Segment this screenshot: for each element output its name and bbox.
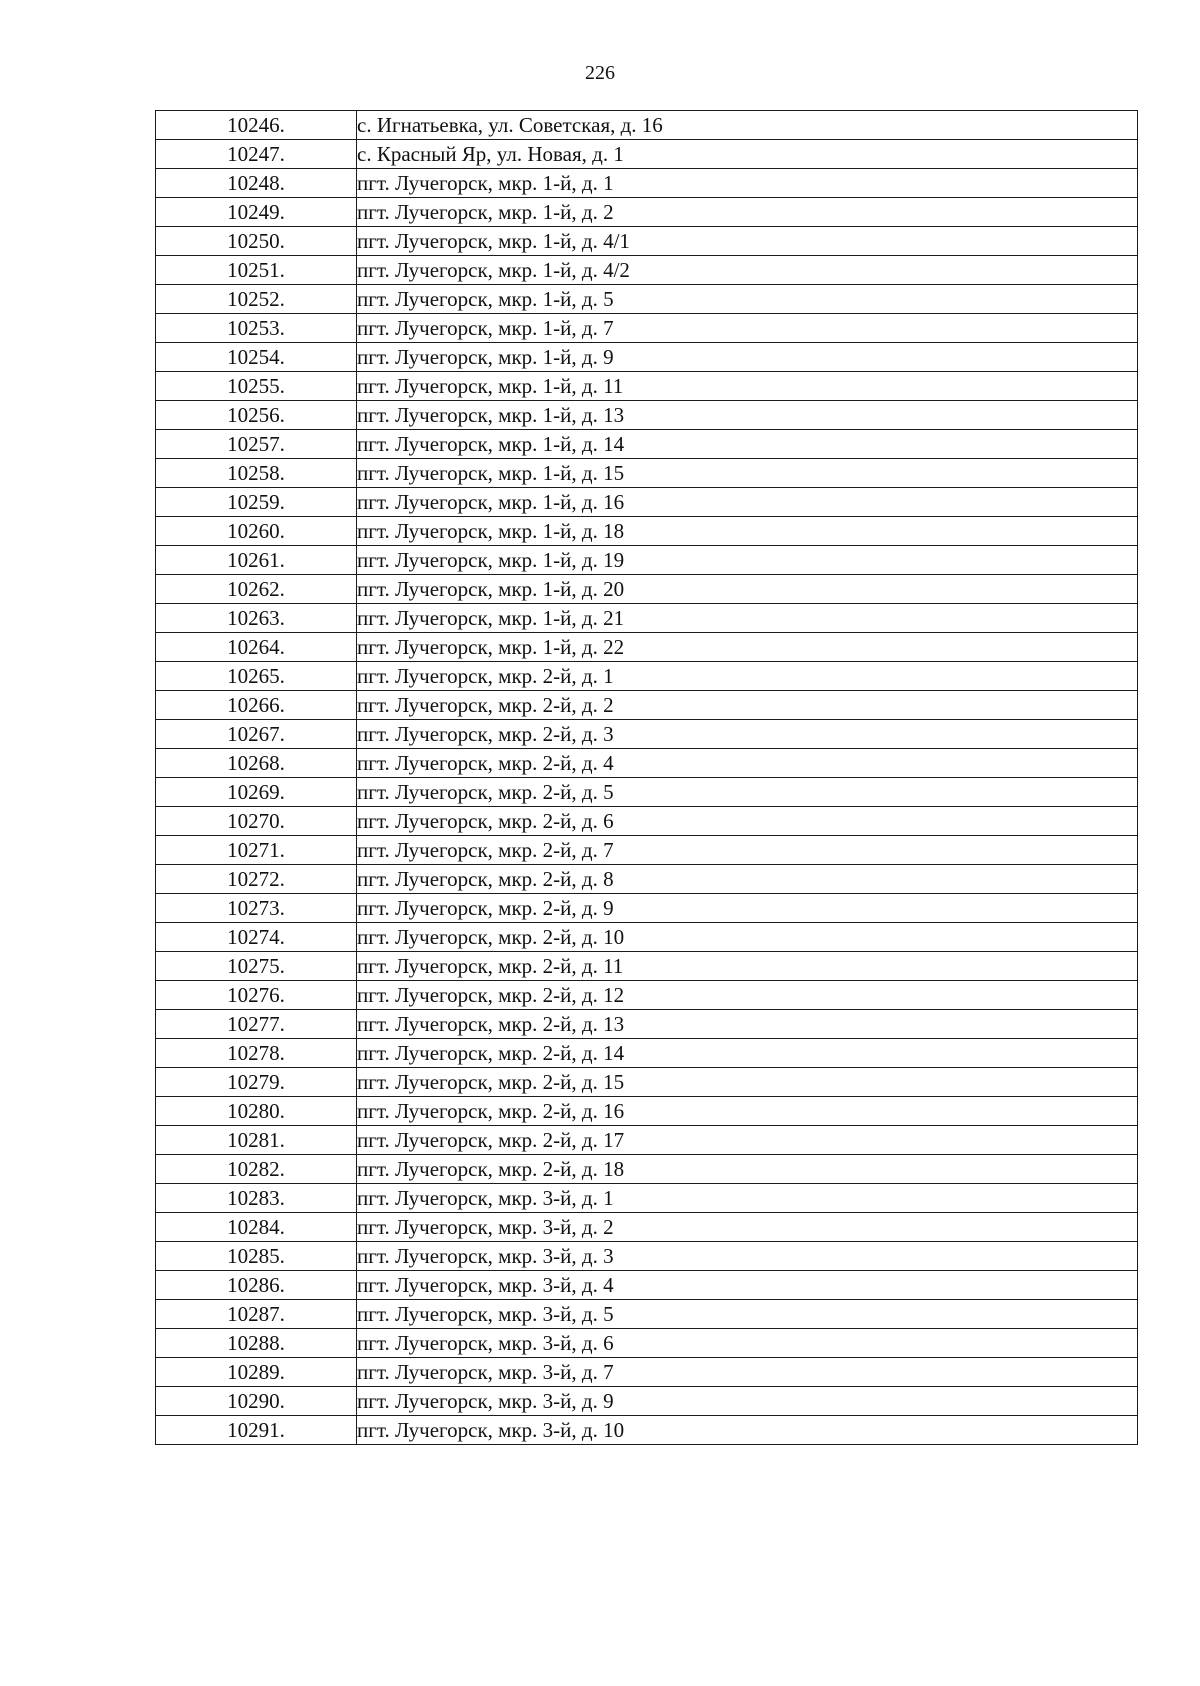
table-row xyxy=(156,517,1138,546)
table-row xyxy=(156,198,1138,227)
row-address: пгт. Лучегорск, мкр. 2-й, д. 13 xyxy=(357,1010,1138,1039)
table-row xyxy=(156,575,1138,604)
row-address: пгт. Лучегорск, мкр. 1-й, д. 20 xyxy=(357,575,1138,604)
row-number: 10256. xyxy=(156,401,357,430)
table-row xyxy=(156,1271,1138,1300)
table-row xyxy=(156,1387,1138,1416)
row-address: пгт. Лучегорск, мкр. 3-й, д. 5 xyxy=(357,1300,1138,1329)
row-address: пгт. Лучегорск, мкр. 1-й, д. 11 xyxy=(357,372,1138,401)
table-row xyxy=(156,430,1138,459)
row-number: 10285. xyxy=(156,1242,357,1271)
table-row xyxy=(156,749,1138,778)
row-address: пгт. Лучегорск, мкр. 1-й, д. 22 xyxy=(357,633,1138,662)
table-row xyxy=(156,546,1138,575)
table-row xyxy=(156,1039,1138,1068)
row-address: пгт. Лучегорск, мкр. 1-й, д. 18 xyxy=(357,517,1138,546)
table-row xyxy=(156,343,1138,372)
row-number: 10261. xyxy=(156,546,357,575)
row-number: 10254. xyxy=(156,343,357,372)
row-number: 10249. xyxy=(156,198,357,227)
row-address: пгт. Лучегорск, мкр. 3-й, д. 4 xyxy=(357,1271,1138,1300)
table-row xyxy=(156,256,1138,285)
row-address: пгт. Лучегорск, мкр. 2-й, д. 3 xyxy=(357,720,1138,749)
row-address: пгт. Лучегорск, мкр. 2-й, д. 2 xyxy=(357,691,1138,720)
row-number: 10272. xyxy=(156,865,357,894)
row-address: пгт. Лучегорск, мкр. 2-й, д. 14 xyxy=(357,1039,1138,1068)
address-table xyxy=(155,110,1138,1445)
row-address: пгт. Лучегорск, мкр. 2-й, д. 5 xyxy=(357,778,1138,807)
row-number: 10268. xyxy=(156,749,357,778)
table-row xyxy=(156,720,1138,749)
row-address: с. Игнатьевка, ул. Советская, д. 16 xyxy=(357,111,1138,140)
row-address: пгт. Лучегорск, мкр. 3-й, д. 2 xyxy=(357,1213,1138,1242)
row-address: пгт. Лучегорск, мкр. 1-й, д. 15 xyxy=(357,459,1138,488)
row-number: 10264. xyxy=(156,633,357,662)
row-number: 10270. xyxy=(156,807,357,836)
row-number: 10284. xyxy=(156,1213,357,1242)
row-number: 10283. xyxy=(156,1184,357,1213)
table-row xyxy=(156,836,1138,865)
row-number: 10291. xyxy=(156,1416,357,1445)
row-number: 10280. xyxy=(156,1097,357,1126)
row-number: 10286. xyxy=(156,1271,357,1300)
row-address: пгт. Лучегорск, мкр. 1-й, д. 5 xyxy=(357,285,1138,314)
table-row xyxy=(156,952,1138,981)
row-address: пгт. Лучегорск, мкр. 2-й, д. 9 xyxy=(357,894,1138,923)
row-number: 10255. xyxy=(156,372,357,401)
row-address: пгт. Лучегорск, мкр. 2-й, д. 15 xyxy=(357,1068,1138,1097)
table-row xyxy=(156,401,1138,430)
table-row xyxy=(156,604,1138,633)
row-number: 10289. xyxy=(156,1358,357,1387)
row-address: пгт. Лучегорск, мкр. 2-й, д. 7 xyxy=(357,836,1138,865)
row-number: 10287. xyxy=(156,1300,357,1329)
row-number: 10253. xyxy=(156,314,357,343)
table-row xyxy=(156,1068,1138,1097)
row-address: пгт. Лучегорск, мкр. 2-й, д. 8 xyxy=(357,865,1138,894)
table-row xyxy=(156,314,1138,343)
row-address: пгт. Лучегорск, мкр. 1-й, д. 13 xyxy=(357,401,1138,430)
row-address: пгт. Лучегорск, мкр. 2-й, д. 1 xyxy=(357,662,1138,691)
table-row xyxy=(156,1126,1138,1155)
row-number: 10290. xyxy=(156,1387,357,1416)
table-row xyxy=(156,285,1138,314)
row-address: пгт. Лучегорск, мкр. 2-й, д. 12 xyxy=(357,981,1138,1010)
row-number: 10262. xyxy=(156,575,357,604)
row-address: пгт. Лучегорск, мкр. 2-й, д. 11 xyxy=(357,952,1138,981)
row-address: пгт. Лучегорск, мкр. 2-й, д. 4 xyxy=(357,749,1138,778)
row-number: 10275. xyxy=(156,952,357,981)
table-row xyxy=(156,372,1138,401)
table-row xyxy=(156,1416,1138,1445)
row-number: 10259. xyxy=(156,488,357,517)
row-number: 10288. xyxy=(156,1329,357,1358)
row-address: пгт. Лучегорск, мкр. 1-й, д. 4/2 xyxy=(357,256,1138,285)
row-number: 10263. xyxy=(156,604,357,633)
row-number: 10282. xyxy=(156,1155,357,1184)
row-number: 10248. xyxy=(156,169,357,198)
row-number: 10265. xyxy=(156,662,357,691)
row-number: 10250. xyxy=(156,227,357,256)
row-address: пгт. Лучегорск, мкр. 2-й, д. 6 xyxy=(357,807,1138,836)
row-number: 10251. xyxy=(156,256,357,285)
table-row xyxy=(156,894,1138,923)
row-address: пгт. Лучегорск, мкр. 2-й, д. 17 xyxy=(357,1126,1138,1155)
row-address: пгт. Лучегорск, мкр. 1-й, д. 4/1 xyxy=(357,227,1138,256)
row-number: 10246. xyxy=(156,111,357,140)
table-row xyxy=(156,1329,1138,1358)
page-number: 226 xyxy=(585,62,615,84)
row-address: пгт. Лучегорск, мкр. 1-й, д. 2 xyxy=(357,198,1138,227)
row-number: 10260. xyxy=(156,517,357,546)
row-address: пгт. Лучегорск, мкр. 1-й, д. 16 xyxy=(357,488,1138,517)
row-address: пгт. Лучегорск, мкр. 3-й, д. 1 xyxy=(357,1184,1138,1213)
table-row xyxy=(156,488,1138,517)
table-row xyxy=(156,1010,1138,1039)
table-row xyxy=(156,140,1138,169)
table-row xyxy=(156,169,1138,198)
row-address: пгт. Лучегорск, мкр. 1-й, д. 14 xyxy=(357,430,1138,459)
table-row xyxy=(156,1184,1138,1213)
row-address: пгт. Лучегорск, мкр. 3-й, д. 3 xyxy=(357,1242,1138,1271)
row-number: 10276. xyxy=(156,981,357,1010)
table-row xyxy=(156,633,1138,662)
table-row xyxy=(156,1358,1138,1387)
table-row xyxy=(156,865,1138,894)
row-number: 10258. xyxy=(156,459,357,488)
row-address: пгт. Лучегорск, мкр. 2-й, д. 18 xyxy=(357,1155,1138,1184)
row-address: пгт. Лучегорск, мкр. 3-й, д. 10 xyxy=(357,1416,1138,1445)
row-number: 10277. xyxy=(156,1010,357,1039)
table-row xyxy=(156,1155,1138,1184)
row-address: пгт. Лучегорск, мкр. 1-й, д. 21 xyxy=(357,604,1138,633)
row-address: пгт. Лучегорск, мкр. 3-й, д. 9 xyxy=(357,1387,1138,1416)
row-number: 10273. xyxy=(156,894,357,923)
table-row xyxy=(156,1300,1138,1329)
table-row xyxy=(156,691,1138,720)
row-address: пгт. Лучегорск, мкр. 1-й, д. 19 xyxy=(357,546,1138,575)
row-address: пгт. Лучегорск, мкр. 3-й, д. 6 xyxy=(357,1329,1138,1358)
table-row xyxy=(156,662,1138,691)
row-number: 10281. xyxy=(156,1126,357,1155)
row-number: 10274. xyxy=(156,923,357,952)
address-table-body xyxy=(156,111,1138,1445)
row-address: пгт. Лучегорск, мкр. 3-й, д. 7 xyxy=(357,1358,1138,1387)
table-row xyxy=(156,807,1138,836)
row-number: 10269. xyxy=(156,778,357,807)
row-number: 10271. xyxy=(156,836,357,865)
table-row xyxy=(156,1242,1138,1271)
row-number: 10278. xyxy=(156,1039,357,1068)
table-row xyxy=(156,459,1138,488)
row-address: пгт. Лучегорск, мкр. 2-й, д. 10 xyxy=(357,923,1138,952)
row-address: пгт. Лучегорск, мкр. 1-й, д. 7 xyxy=(357,314,1138,343)
row-address: пгт. Лучегорск, мкр. 1-й, д. 9 xyxy=(357,343,1138,372)
table-row xyxy=(156,981,1138,1010)
table-row xyxy=(156,778,1138,807)
table-row xyxy=(156,923,1138,952)
row-address: с. Красный Яр, ул. Новая, д. 1 xyxy=(357,140,1138,169)
row-address: пгт. Лучегорск, мкр. 1-й, д. 1 xyxy=(357,169,1138,198)
row-number: 10247. xyxy=(156,140,357,169)
row-number: 10257. xyxy=(156,430,357,459)
table-row xyxy=(156,1097,1138,1126)
row-address: пгт. Лучегорск, мкр. 2-й, д. 16 xyxy=(357,1097,1138,1126)
table-row xyxy=(156,1213,1138,1242)
row-number: 10266. xyxy=(156,691,357,720)
table-row xyxy=(156,111,1138,140)
row-number: 10267. xyxy=(156,720,357,749)
row-number: 10252. xyxy=(156,285,357,314)
table-row xyxy=(156,227,1138,256)
row-number: 10279. xyxy=(156,1068,357,1097)
